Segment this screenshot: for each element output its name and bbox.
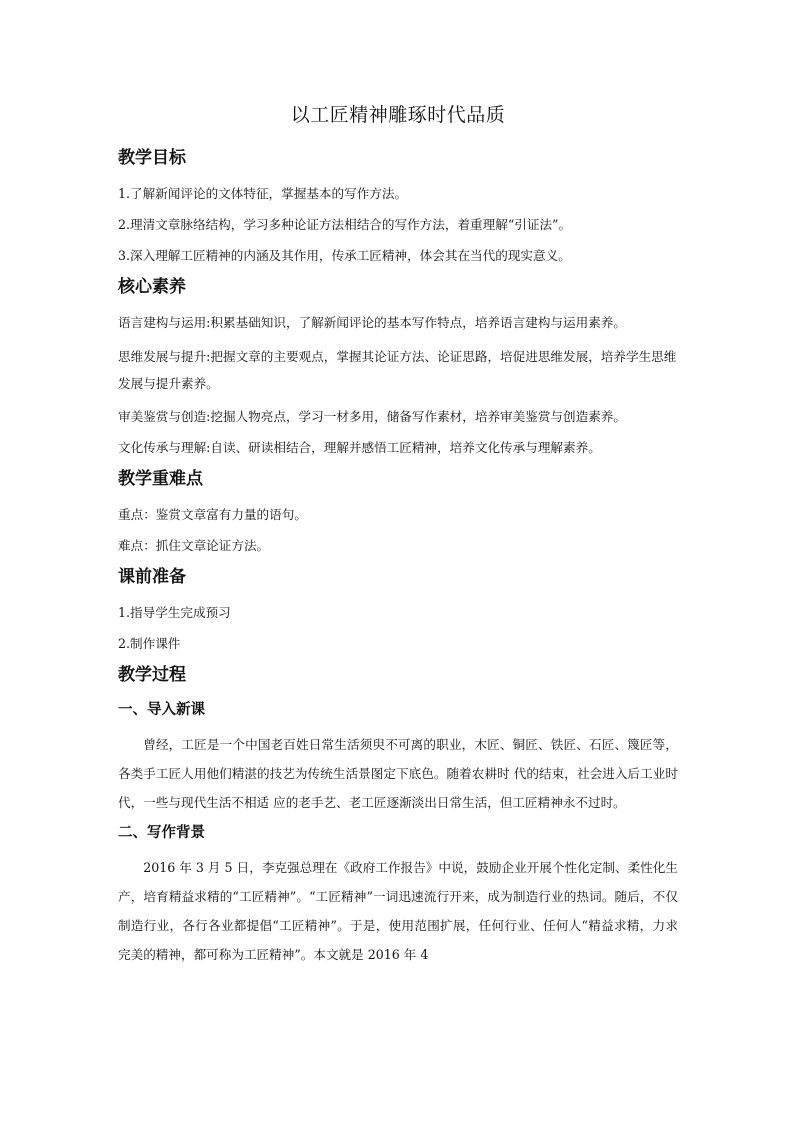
literacy-item: 文化传承与理解:自读、研读相结合，理解并感悟工匠精神，培养文化传承与理解素养。: [118, 440, 601, 455]
objective-item: 2.理清文章脉络结构，学习多种论证方法相结合的写作方法，着重理解“引证法”。: [118, 217, 572, 232]
section-heading-process: 教学过程: [118, 665, 186, 685]
key-point-item: 难点：抓住文章论证方法。: [118, 538, 270, 553]
key-point-item: 重点：鉴赏文章富有力量的语句。: [118, 507, 307, 522]
preparation-item: 1.指导学生完成预习: [118, 605, 231, 620]
subheading-intro: 一、导入新课: [118, 702, 205, 718]
section-heading-literacy: 核心素养: [118, 277, 186, 297]
section-objectives: [118, 147, 678, 267]
literacy-item: 审美鉴赏与创造:挖掘人物亮点，学习一材多用，储备写作素材，培养审美鉴赏与创造素养。: [118, 409, 626, 424]
objective-item: 3.深入理解工匠精神的内涵及其作用，传承工匠精神，体会其在当代的现实意义。: [118, 248, 571, 263]
subheading-background: 二、写作背景: [118, 825, 205, 841]
section-heading-key-points: 教学重难点: [118, 469, 203, 489]
intro-paragraph: 曾经，工匠是一个中国老百姓日常生活须臾不可离的职业，木匠、铜匠、铁匠、石匠、篾匠等，各类手工匠人用他们精湛的技艺为传统生活景图定下底色。随着农耕时 代的结束，社会进入后工业时代，一些与现代生活不相适 应的老手艺、老工匠逐渐淡出日常生活，但工匠精神永不过时。: [118, 737, 678, 810]
document-page: [118, 100, 678, 975]
section-literacy: [118, 276, 678, 459]
section-heading-objectives: 教学目标: [118, 148, 186, 168]
literacy-item: 思维发展与提升:把握文章的主要观点，掌握其论证方法、论证思路，培促进思维发展，培养学生思维发展与提升素养。: [118, 349, 677, 391]
section-key-points: [118, 468, 678, 557]
section-heading-preparation: 课前准备: [118, 567, 186, 587]
document-title: 以工匠精神雕琢时代品质: [290, 104, 506, 126]
section-preparation: [118, 566, 678, 655]
section-process: [118, 664, 678, 969]
literacy-item: 语言建构与运用:积累基础知识，了解新闻评论的基本写作特点，培养语言建构与运用素养。: [118, 315, 626, 330]
background-paragraph: 2016 年 3 月 5 日，李克强总理在《政府工作报告》中说，鼓励企业开展个性化定制、柔性化生产，培育精益求精的“工匠精神”。“工匠精神”一词迅速流行开来，成为制造行业的热词。随后，不仅制造行业，各行各业都提倡“工匠精神”。于是，使用范围扩展，任何行业、任何人“精益求精，力求完美的精神，都可称为工匠精神”。本文就是 2016 年 4: [118, 860, 678, 962]
objective-item: 1.了解新闻评论的文体特征，掌握基本的写作方法。: [118, 186, 408, 201]
preparation-item: 2.制作课件: [118, 636, 181, 651]
